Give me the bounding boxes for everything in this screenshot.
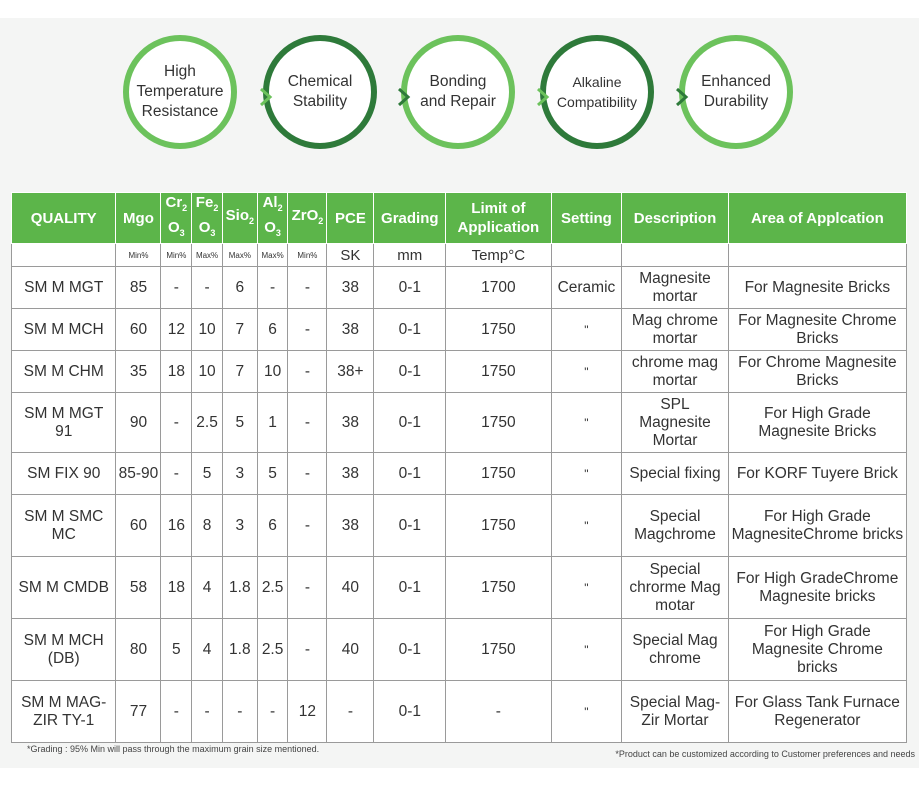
table-cell: 10 bbox=[257, 351, 288, 393]
table-cell: For High Grade MagnesiteChrome bricks bbox=[728, 495, 906, 557]
feature-label-line: Bonding bbox=[429, 73, 487, 90]
table-cell: Special chrorme Mag motar bbox=[622, 557, 728, 619]
table-cell: Special Magchrome bbox=[622, 495, 728, 557]
header-sio2: Sio$_2$ bbox=[222, 193, 257, 244]
table-cell: 0-1 bbox=[374, 453, 446, 495]
table-cell: - bbox=[327, 681, 374, 743]
table-cell: - bbox=[161, 267, 192, 309]
table-cell: 0-1 bbox=[374, 619, 446, 681]
table-cell: - bbox=[257, 267, 288, 309]
chevron-right-icon bbox=[675, 88, 689, 106]
table-cell: 38+ bbox=[327, 351, 374, 393]
table-cell: 38 bbox=[327, 495, 374, 557]
feature-circles bbox=[0, 35, 919, 165]
unit-cell: Temp°C bbox=[446, 244, 551, 267]
table-cell: - bbox=[161, 453, 192, 495]
table-cell: For High Grade Magnesite Chrome bricks bbox=[728, 619, 906, 681]
table-cell: 77 bbox=[116, 681, 161, 743]
table-cell: - bbox=[288, 557, 327, 619]
table-cell: 1750 bbox=[446, 495, 551, 557]
table-cell: For Chrome Magnesite Bricks bbox=[728, 351, 906, 393]
unit-cell: SK bbox=[327, 244, 374, 267]
table-cell: 6 bbox=[257, 309, 288, 351]
table-cell: Ceramic bbox=[551, 267, 622, 309]
table-row bbox=[12, 619, 907, 681]
table-cell: " bbox=[551, 309, 622, 351]
table-cell: 35 bbox=[116, 351, 161, 393]
feature-label-line: Chemical bbox=[287, 73, 353, 90]
table-cell: 5 bbox=[192, 453, 223, 495]
unit-cell: Min% bbox=[161, 244, 192, 267]
table-cell: 12 bbox=[161, 309, 192, 351]
header-fe2o3: $Fe_2$ $O_3$ bbox=[192, 193, 223, 244]
table-cell: 2.5 bbox=[192, 393, 223, 453]
header-quality: QUALITY bbox=[12, 193, 116, 244]
table-row bbox=[12, 557, 907, 619]
quality-cell: SM FIX 90 bbox=[12, 453, 116, 495]
table-cell: 1700 bbox=[446, 267, 551, 309]
unit-cell: Max% bbox=[192, 244, 223, 267]
table-cell: 5 bbox=[222, 393, 257, 453]
table-cell: 10 bbox=[192, 351, 223, 393]
table-row bbox=[12, 495, 907, 557]
unit-cell: Min% bbox=[116, 244, 161, 267]
table-cell: - bbox=[288, 267, 327, 309]
header-description: Description bbox=[622, 193, 728, 244]
table-cell: - bbox=[161, 393, 192, 453]
table-cell: - bbox=[446, 681, 551, 743]
table-cell: 10 bbox=[192, 309, 223, 351]
table-cell: 38 bbox=[327, 393, 374, 453]
feature-label-line: and Repair bbox=[420, 93, 496, 110]
table-cell: Special fixing bbox=[622, 453, 728, 495]
table-row bbox=[12, 309, 907, 351]
table-cell: 12 bbox=[288, 681, 327, 743]
table-cell: 1750 bbox=[446, 453, 551, 495]
chevron-right-icon bbox=[259, 88, 273, 106]
table-header-row bbox=[12, 193, 907, 244]
table-cell: - bbox=[288, 619, 327, 681]
table-cell: - bbox=[222, 681, 257, 743]
table-cell: Magnesite mortar bbox=[622, 267, 728, 309]
quality-cell: SM M CMDB bbox=[12, 557, 116, 619]
table-row bbox=[12, 267, 907, 309]
table-cell: 1750 bbox=[446, 309, 551, 351]
table-cell: 1 bbox=[257, 393, 288, 453]
feature-label-line: Temperature bbox=[136, 83, 224, 100]
table-cell: For High Grade Magnesite Bricks bbox=[728, 393, 906, 453]
table-cell: - bbox=[288, 453, 327, 495]
unit-cell: Min% bbox=[288, 244, 327, 267]
footnote-grading: *Grading : 95% Min will pass through the maximum grain size mentioned. bbox=[27, 744, 320, 754]
table-cell: 0-1 bbox=[374, 393, 446, 453]
quality-cell: SM M SMC MC bbox=[12, 495, 116, 557]
table-cell: - bbox=[288, 495, 327, 557]
table-cell: - bbox=[288, 309, 327, 351]
header-area: Area of Applcation bbox=[728, 193, 906, 244]
table-cell: " bbox=[551, 393, 622, 453]
table-cell: 3 bbox=[222, 453, 257, 495]
table-cell: 0-1 bbox=[374, 495, 446, 557]
table-cell: - bbox=[192, 681, 223, 743]
quality-cell: SM M MGT 91 bbox=[12, 393, 116, 453]
feature-label-line: Stability bbox=[292, 93, 348, 110]
feature-enhanced-durability bbox=[679, 35, 793, 149]
table-cell: SPL Magnesite Mortar bbox=[622, 393, 728, 453]
table-cell: " bbox=[551, 557, 622, 619]
unit-cell bbox=[12, 244, 116, 267]
table-cell: For KORF Tuyere Brick bbox=[728, 453, 906, 495]
table-cell: " bbox=[551, 495, 622, 557]
feature-label-line: High bbox=[164, 63, 196, 80]
feature-label-line: Durability bbox=[703, 93, 769, 110]
feature-label-line: Compatibility bbox=[556, 94, 638, 110]
table-cell: For Magnesite Bricks bbox=[728, 267, 906, 309]
table-cell: - bbox=[161, 681, 192, 743]
table-row bbox=[12, 393, 907, 453]
table-cell: 8 bbox=[192, 495, 223, 557]
quality-cell: SM M CHM bbox=[12, 351, 116, 393]
table-cell: Special Mag-Zir Mortar bbox=[622, 681, 728, 743]
table-cell: 80 bbox=[116, 619, 161, 681]
table-cell: 2.5 bbox=[257, 619, 288, 681]
unit-cell: Max% bbox=[257, 244, 288, 267]
feature-high-temperature bbox=[123, 35, 237, 149]
feature-label-line: Alkaline bbox=[572, 74, 622, 90]
quality-cell: SM M MGT bbox=[12, 267, 116, 309]
header-grading: Grading bbox=[374, 193, 446, 244]
table-cell: For High GradeChrome Magnesite bricks bbox=[728, 557, 906, 619]
table-cell: " bbox=[551, 351, 622, 393]
table-cell: Mag chrome mortar bbox=[622, 309, 728, 351]
table-cell: 1750 bbox=[446, 351, 551, 393]
table-cell: " bbox=[551, 453, 622, 495]
feature-bonding-repair bbox=[401, 35, 515, 149]
table-cell: For Glass Tank Furnace Regenerator bbox=[728, 681, 906, 743]
table-cell: 38 bbox=[327, 453, 374, 495]
feature-alkaline-compatibility bbox=[540, 35, 654, 149]
table-cell: 3 bbox=[222, 495, 257, 557]
table-cell: 0-1 bbox=[374, 681, 446, 743]
unit-cell: mm bbox=[374, 244, 446, 267]
quality-cell: SM M MAG-ZIR TY-1 bbox=[12, 681, 116, 743]
table-cell: 18 bbox=[161, 557, 192, 619]
table-cell: 60 bbox=[116, 495, 161, 557]
table-cell: - bbox=[288, 351, 327, 393]
table-cell: 38 bbox=[327, 309, 374, 351]
unit-cell bbox=[622, 244, 728, 267]
unit-cell: Max% bbox=[222, 244, 257, 267]
table-cell: chrome mag mortar bbox=[622, 351, 728, 393]
unit-cell bbox=[728, 244, 906, 267]
product-spec-table bbox=[11, 192, 907, 743]
units-row bbox=[12, 244, 907, 267]
table-cell: 1.8 bbox=[222, 557, 257, 619]
unit-cell bbox=[551, 244, 622, 267]
table-cell: " bbox=[551, 681, 622, 743]
table-cell: 18 bbox=[161, 351, 192, 393]
table-cell: For Magnesite Chrome Bricks bbox=[728, 309, 906, 351]
table-cell: - bbox=[192, 267, 223, 309]
header-pce: PCE bbox=[327, 193, 374, 244]
header-setting: Setting bbox=[551, 193, 622, 244]
table-cell: 40 bbox=[327, 557, 374, 619]
header-cr2o3: $Cr_2$ $O_3$ bbox=[161, 193, 192, 244]
chevron-right-icon bbox=[536, 88, 550, 106]
table-cell: 2.5 bbox=[257, 557, 288, 619]
table-row bbox=[12, 453, 907, 495]
table-cell: 85-90 bbox=[116, 453, 161, 495]
table-cell: Special Mag chrome bbox=[622, 619, 728, 681]
feature-chemical-stability bbox=[263, 35, 377, 149]
table-cell: 85 bbox=[116, 267, 161, 309]
chevron-right-icon bbox=[397, 88, 411, 106]
table-cell: 16 bbox=[161, 495, 192, 557]
header-mgo: Mgo bbox=[116, 193, 161, 244]
header-zro2: ZrO$_2$ bbox=[288, 193, 327, 244]
quality-cell: SM M MCH (DB) bbox=[12, 619, 116, 681]
table-cell: " bbox=[551, 619, 622, 681]
table-cell: 0-1 bbox=[374, 351, 446, 393]
table-cell: 58 bbox=[116, 557, 161, 619]
table-cell: 60 bbox=[116, 309, 161, 351]
table-cell: - bbox=[288, 393, 327, 453]
quality-cell: SM M MCH bbox=[12, 309, 116, 351]
feature-label-line: Resistance bbox=[141, 103, 219, 120]
table-cell: 38 bbox=[327, 267, 374, 309]
table-cell: 5 bbox=[257, 453, 288, 495]
table-cell: 1.8 bbox=[222, 619, 257, 681]
table-cell: 7 bbox=[222, 351, 257, 393]
table-row bbox=[12, 351, 907, 393]
header-limit: Limit of Application bbox=[446, 193, 551, 244]
table-cell: 1750 bbox=[446, 393, 551, 453]
table-cell: 7 bbox=[222, 309, 257, 351]
table-cell: 4 bbox=[192, 619, 223, 681]
feature-label-line: Enhanced bbox=[701, 73, 771, 90]
table-cell: 6 bbox=[222, 267, 257, 309]
table-cell: 90 bbox=[116, 393, 161, 453]
table-cell: 40 bbox=[327, 619, 374, 681]
table-cell: 0-1 bbox=[374, 309, 446, 351]
footnote-customization: *Product can be customized according to Customer preferences and needs bbox=[615, 749, 915, 759]
table-cell: 6 bbox=[257, 495, 288, 557]
table-cell: 1750 bbox=[446, 619, 551, 681]
table-row bbox=[12, 681, 907, 743]
table-cell: 0-1 bbox=[374, 267, 446, 309]
table-cell: - bbox=[257, 681, 288, 743]
table-cell: 1750 bbox=[446, 557, 551, 619]
table-cell: 5 bbox=[161, 619, 192, 681]
header-al2o3: $Al_2$ $O_3$ bbox=[257, 193, 288, 244]
table-cell: 0-1 bbox=[374, 557, 446, 619]
table-cell: 4 bbox=[192, 557, 223, 619]
